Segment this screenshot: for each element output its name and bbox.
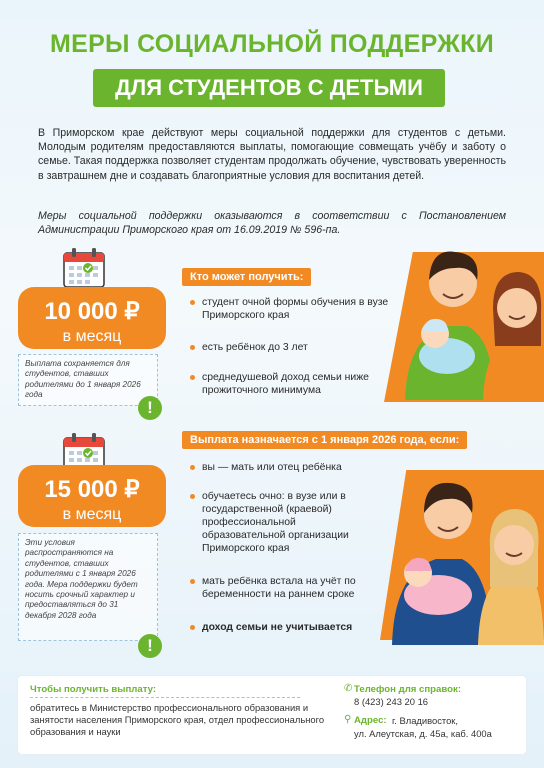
family-illustration xyxy=(385,228,544,400)
amount-unit: в месяц xyxy=(62,328,122,345)
amount-15000-box xyxy=(18,465,166,527)
phone-label: Телефон для справок: xyxy=(354,684,462,695)
list-item: мать ребёнка встала на учёт по беременности на раннем сроке xyxy=(190,575,375,601)
list-item: доход семьи не учитывается xyxy=(190,621,375,634)
amount-value: 10 000 ₽ xyxy=(44,298,140,325)
note-block2: Эти условия распространяются на студентов, ставших родителями с 1 января 2026 года. Мера поддержки будет носить срочный характер и предоставляться до 31 декабря 2028 года xyxy=(18,533,158,641)
address-label: Адрес: xyxy=(354,715,387,726)
list-item: есть ребёнок до 3 лет xyxy=(190,341,390,354)
conditions-heading: Выплата назначается с 1 января 2026 года, если: xyxy=(182,431,467,449)
amount-unit: в месяц xyxy=(62,506,122,523)
phone-number[interactable]: 8 (423) 243 20 16 xyxy=(354,696,429,707)
list-item: студент очной формы обучения в вузе Приморского края xyxy=(190,296,390,322)
address-street: ул. Алеутская, д. 45а, каб. 400а xyxy=(354,728,492,739)
divider xyxy=(30,697,300,698)
page-subtitle: ДЛЯ СТУДЕНТОВ С ДЕТЬМИ xyxy=(93,69,445,107)
calendar-icon xyxy=(62,247,106,289)
list-item: вы — мать или отец ребёнка xyxy=(190,461,375,474)
page-title: МЕРЫ СОЦИАЛЬНОЙ ПОДДЕРЖКИ xyxy=(49,30,495,58)
apply-text: обратитесь в Министерство профессионального образования и занятости населения Приморского края, отдел профессионального образования и науки xyxy=(30,702,325,738)
amount-10000-box xyxy=(18,287,166,349)
apply-heading: Чтобы получить выплату: xyxy=(30,684,157,695)
location-icon: ⚲ xyxy=(344,714,352,725)
intro-paragraph: В Приморском крае действуют меры социальной поддержки для студентов с детьми. Молодым родителям предоставляются выплаты, помогающие совмещать учёбу и заботу о семье. Такая поддержка позволяет студентам продолжать обучение, чувствовать уверенность в завтрашнем дне и создавать благоприятные условия для воспитания детей. xyxy=(38,127,506,182)
legal-basis: Меры социальной поддержки оказываются в соответствии с Постановлением Администрации Приморского края от 16.09.2019 № 596-па. xyxy=(38,210,506,237)
who-can-receive-heading: Кто может получить: xyxy=(182,268,311,286)
exclamation-icon: ! xyxy=(138,396,162,420)
phone-icon: ✆ xyxy=(344,683,353,694)
address-city: г. Владивосток, xyxy=(392,715,459,726)
family-illustration xyxy=(378,455,544,645)
note-block1: Выплата сохраняется для студентов, ставших родителями до 1 января 2026 года xyxy=(18,354,158,406)
list-item: обучаетесь очно: в вузе или в государственной (краевой) профессиональной образовательной организации Приморского края xyxy=(190,490,375,555)
exclamation-icon: ! xyxy=(138,634,162,658)
list-item: среднедушевой доход семьи ниже прожиточного минимума xyxy=(190,371,390,397)
amount-value: 15 000 ₽ xyxy=(44,476,140,503)
